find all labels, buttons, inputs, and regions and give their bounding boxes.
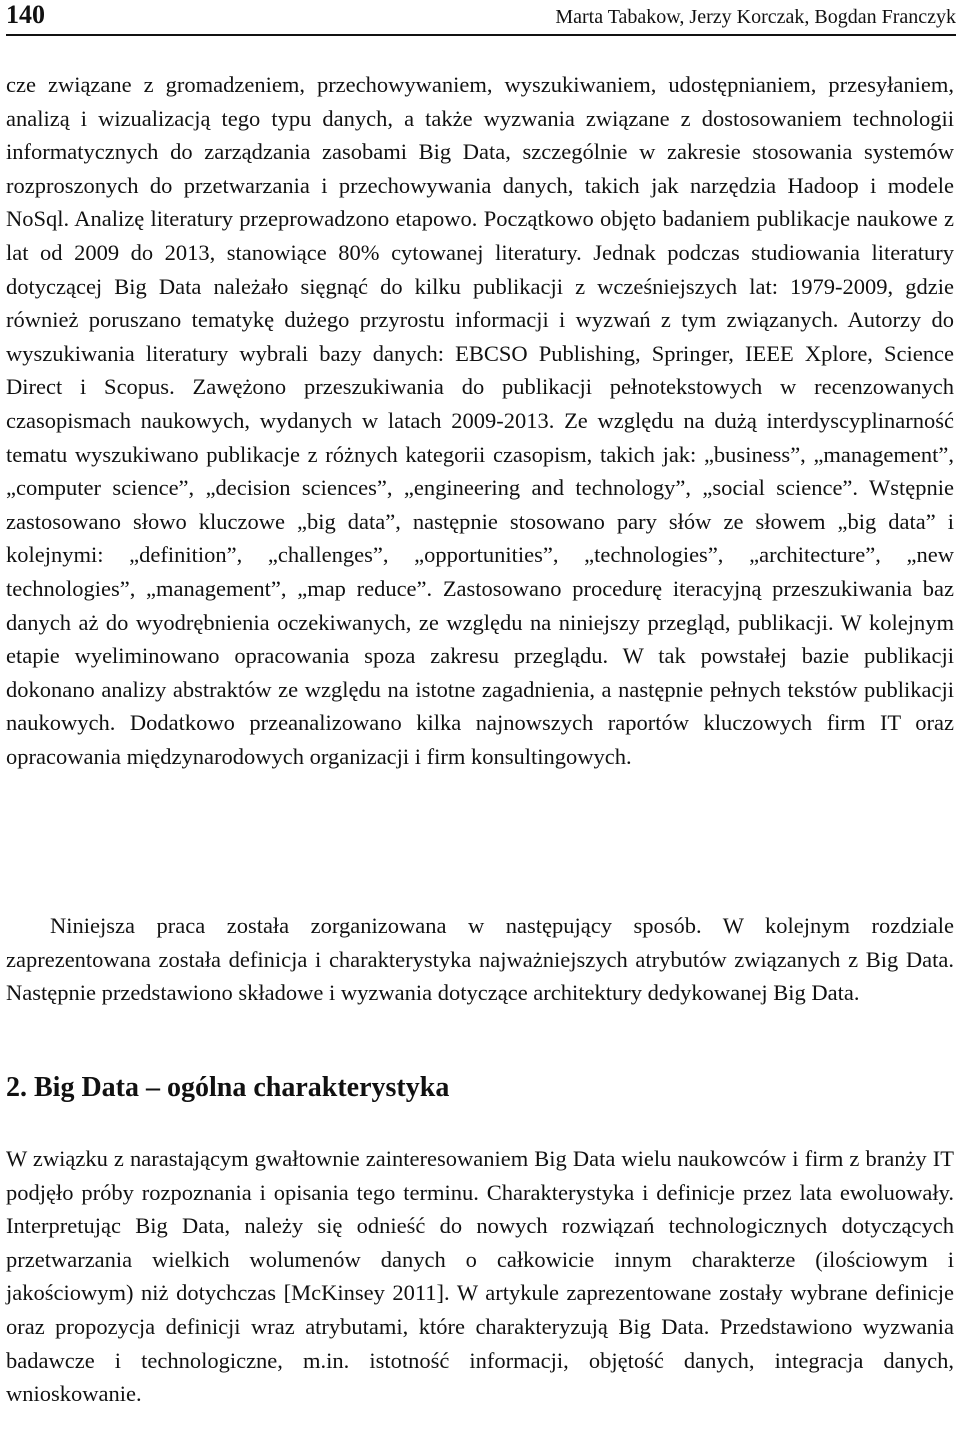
- running-head-authors: Marta Tabakow, Jerzy Korczak, Bogdan Franczyk: [555, 6, 956, 28]
- section-heading: 2. Big Data – ogólna charakterystyka: [6, 1072, 450, 1103]
- page-number: 140: [6, 0, 45, 29]
- paragraph-paper-organization: Niniejsza praca została zorganizowana w następujący sposób. W kolejnym rozdziale zaprezentowana została definicja i charakterystyka najważniejszych atrybutów związanych z Big Data. Następnie przedstawiono składowe i wyzwania dotyczące architektury dedykowanej Big Data.: [6, 913, 954, 1006]
- paragraph-big-data-overview: W związku z narastającym gwałtownie zainteresowaniem Big Data wielu naukowców i firm z branży IT podjęło próby rozpoznania i opisania tego terminu. Charakterystyka i definicje przez lata ewoluowały. Interpretując Big Data, należy się odnieść do nowych rozwiązań technologicznych dotyczących przetwarzania wielkich wolumenów danych o całkowicie innym charakterze (ilościowym i jakościowym) niż dotychczas [McKinsey 2011]. W artykule zaprezentowane zostały wybrane definicje oraz propozycja definicji wraz atrybutami, które charakteryzują Big Data. Przedstawiono wyzwania badawcze i technologiczne, m.in. istotność informacji, objętość danych, integracja danych, wnioskowanie.: [6, 1146, 954, 1407]
- running-header: [6, 0, 956, 36]
- paragraph-search-methodology: cze związane z gromadzeniem, przechowywaniem, wyszukiwaniem, udostępnianiem, przesyłaniem, analizą i wizualizacją tego typu danych, a także wyzwania związane z dostosowaniem technologii informatycznych do zarządzania zasobami Big Data, szczególnie w zakresie stosowania systemów rozproszonych do przetwarzania i przechowywania danych, takich jak narzędzia Hadoop i modele NoSql. Analizę literatury przeprowadzono etapowo. Początkowo objęto badaniem publikacje naukowe z lat od 2009 do 2013, stanowiące 80% cytowanej literatury. Jednak podczas studiowania literatury dotyczącej Big Data należało sięgnąć do kilku publikacji z wcześniejszych lat: 1979-2009, gdzie również poruszano tematykę dużego przyrostu informacji i wyzwań z tym związanych. Autorzy do wyszukiwania literatury wybrali bazy danych: EBCSO Publishing, Springer, IEEE Xplore, Science Direct i Scopus. Zawężono przeszukiwania do publikacji pełnotekstowych w recenzowanych czasopismach naukowych, wydanych w latach 2009-2013. Ze względu na dużą interdyscyplinarność tematu wyszukiwano publikacje z różnych kategorii czasopism, takich jak: „business”, „management”, „computer science”, „decision sciences”, „engineering and technology”, „social science”. Wstępnie zastosowano słowo kluczowe „big data”, następnie stosowano pary słów ze słowem „big data” i kolejnymi: „definition”, „challenges”, „opportunities”, „technologies”, „architecture”, „new technologies”, „management”, „map reduce”. Zastosowano procedurę iteracyjną przeszukiwania baz danych aż do wyodrębnienia oczekiwanych, ze względu na niniejszy przegląd, publikacji. W kolejnym etapie wyeliminowano opracowania spoza zakresu przeglądu. W tak powstałej bazie publikacji dokonano analizy abstraktów ze względu na istotne zagadnienia, a następnie pełnych tekstów publikacji naukowych. Dodatkowo przeanalizowano kilka najnowszych raportów kluczowych firm IT oraz opracowania międzynarodowych organizacji i firm konsultingowych.: [6, 72, 954, 769]
